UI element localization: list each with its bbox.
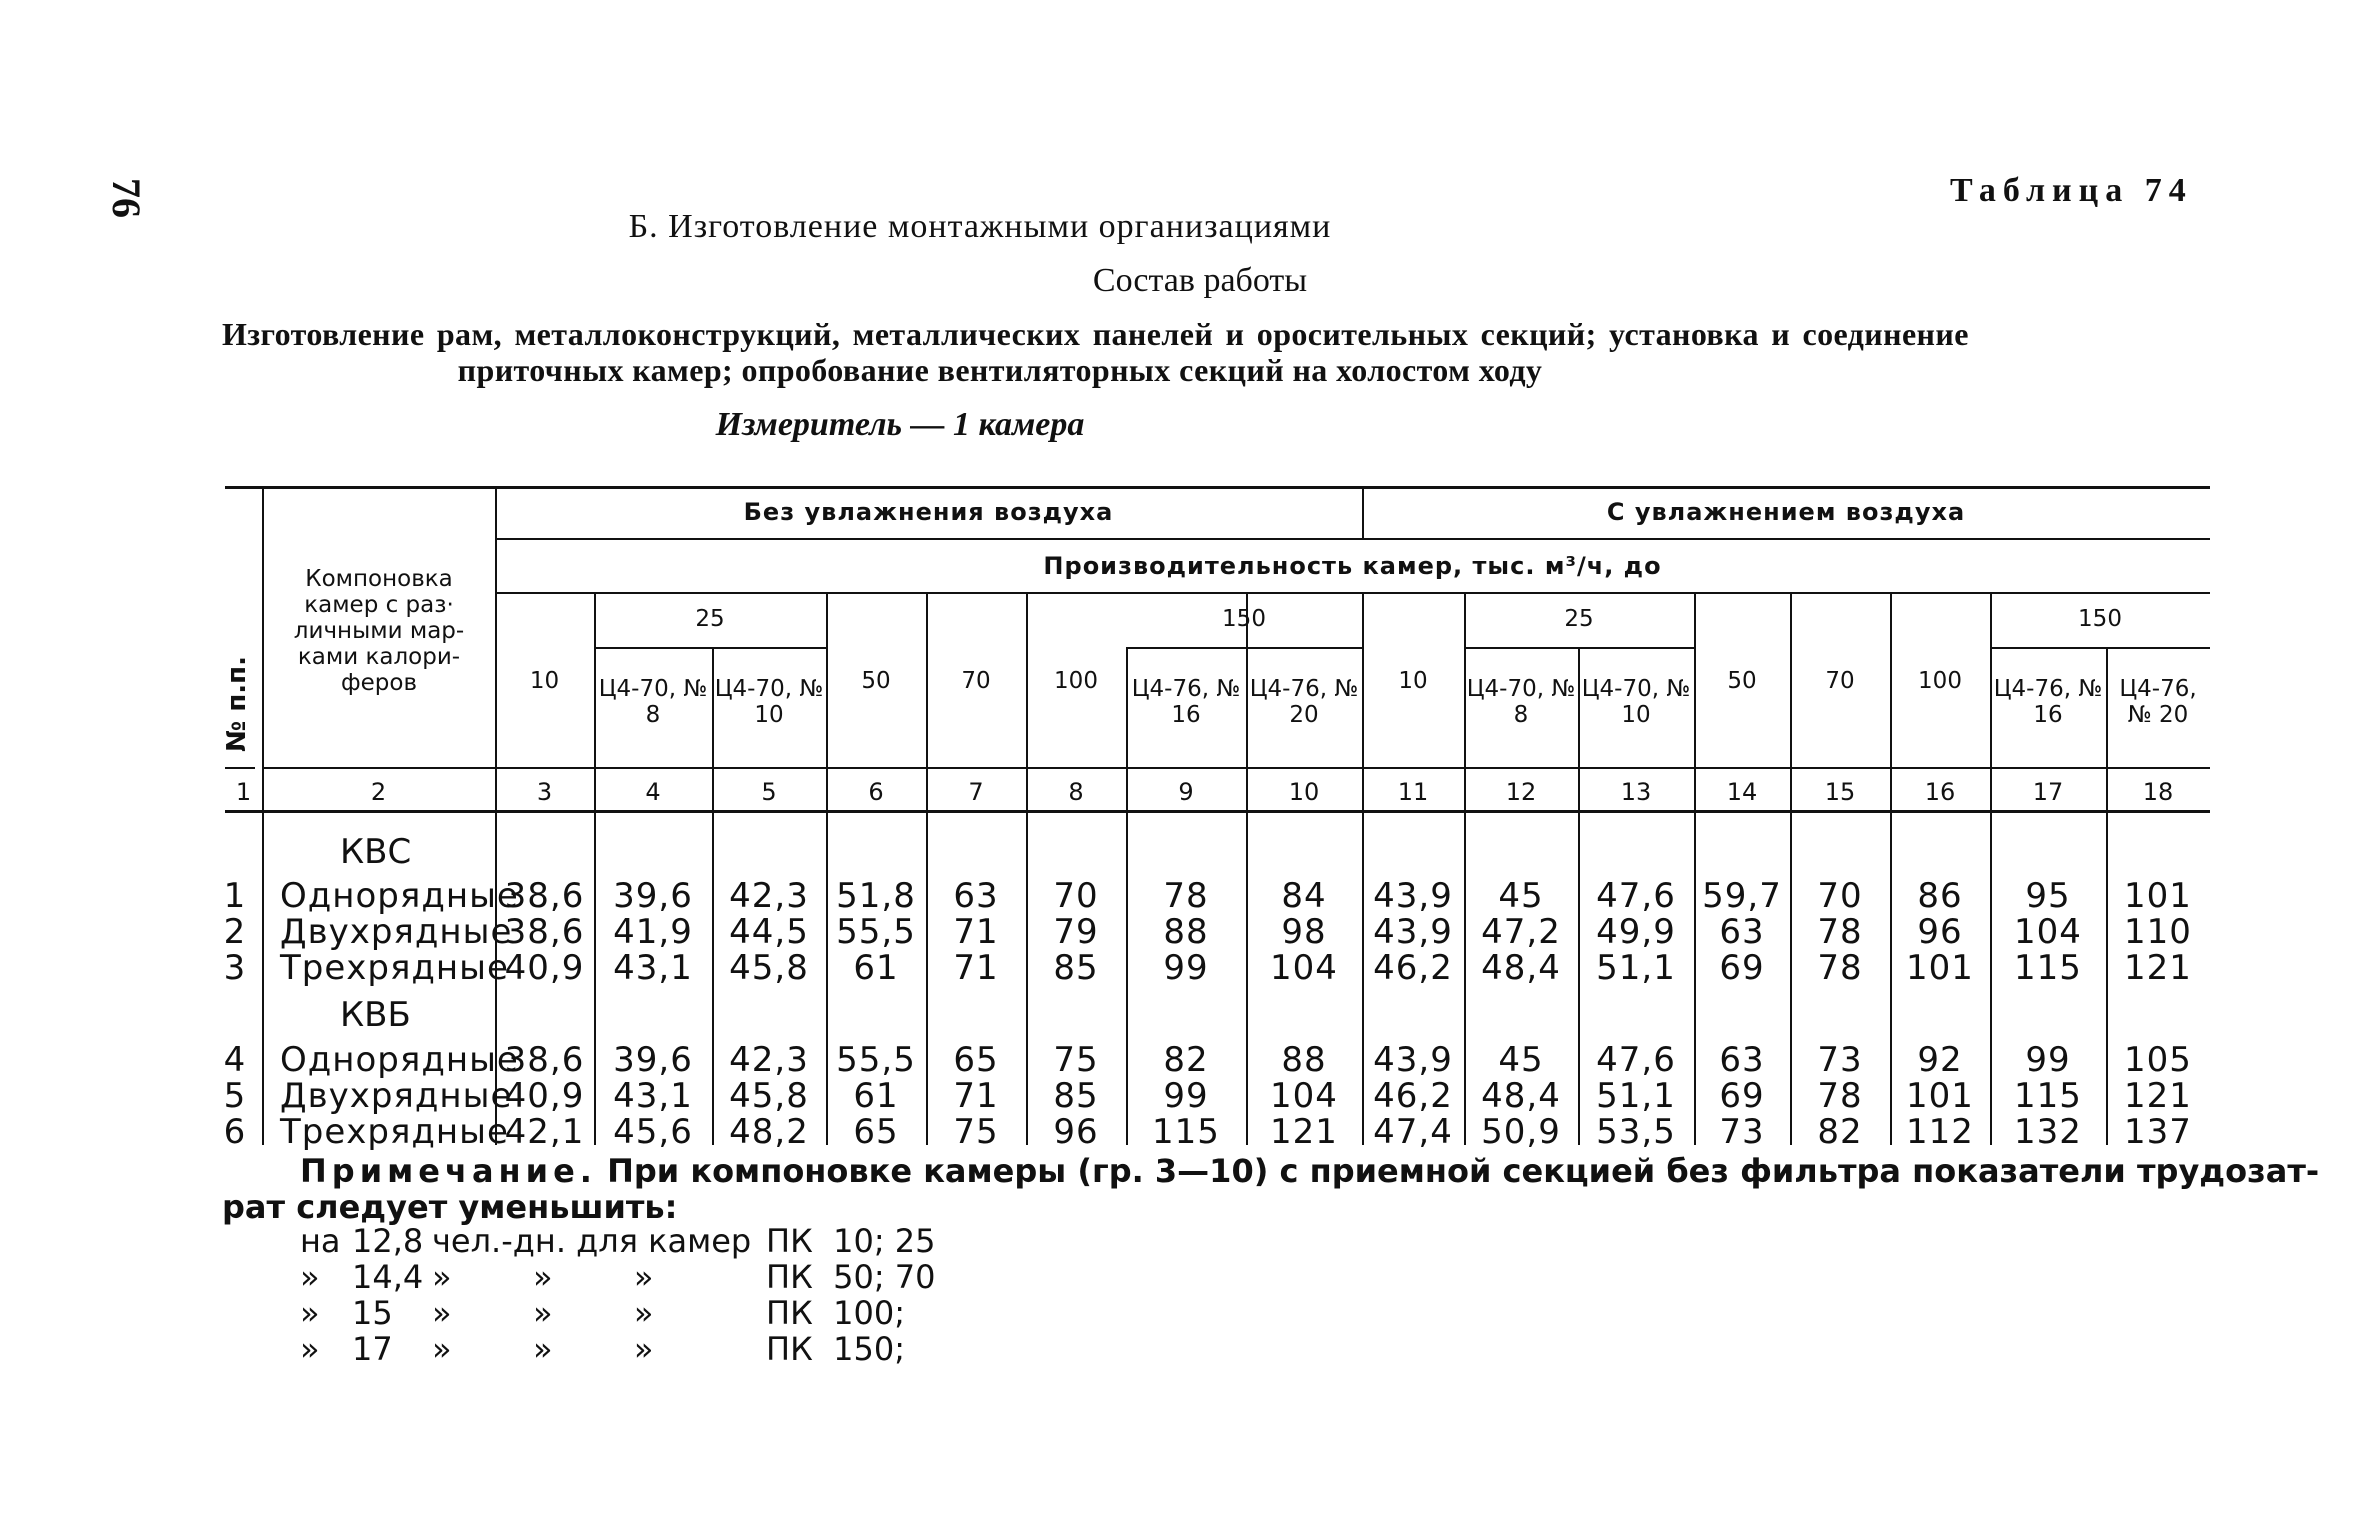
table-cell-col-5: 44,5 (729, 912, 809, 952)
column-number-13: 13 (1620, 778, 1652, 806)
table-cell-col-5: 48,2 (729, 1112, 809, 1152)
table-cell-col-7: 63 (953, 876, 999, 916)
table-cell-col-12: 48,4 (1481, 1076, 1561, 1116)
section-title: Б. Изготовление монтажными организациями (628, 208, 1332, 245)
table-cell-col-10: 84 (1281, 876, 1327, 916)
table-top-rule (225, 486, 2210, 489)
note-item-target: ПК 100; (766, 1294, 905, 1332)
cap-header-col-4: Ц4-70, № 8 (598, 676, 708, 728)
table-cell-col-18: 121 (2124, 948, 2192, 988)
work-description-line1: Изготовление рам, металлоконструкций, металлических панелей и оросительных секций; установка и соединение (222, 316, 1969, 352)
note-item-value: 17 (352, 1330, 393, 1368)
table-cell-col-6: 65 (853, 1112, 899, 1152)
row-number: 6 (223, 1112, 247, 1152)
table-cell-col-14: 63 (1719, 912, 1765, 952)
table-cell-col-15: 73 (1817, 1040, 1863, 1080)
table-cell-col-12: 48,4 (1481, 948, 1561, 988)
rule-under-colnums (225, 810, 2210, 813)
table-cell-col-16: 101 (1906, 948, 1974, 988)
row-name: Двухрядные (280, 912, 513, 952)
table-cell-col-16: 96 (1917, 912, 1963, 952)
table-cell-col-14: 63 (1719, 1040, 1765, 1080)
rule-under-groups (495, 538, 2210, 540)
note-item-mid: » » » (432, 1258, 654, 1296)
table-cell-col-18: 121 (2124, 1076, 2192, 1116)
row-name: Двухрядные (280, 1076, 513, 1116)
table-cell-col-7: 71 (953, 912, 999, 952)
group-name-КВБ: КВБ (340, 995, 411, 1035)
cap-header-col-5: Ц4-70, № 10 (714, 676, 824, 728)
note-line1 (300, 1152, 2319, 1190)
table-cell-col-9: 115 (1152, 1112, 1220, 1152)
table-cell-col-8: 85 (1053, 1076, 1099, 1116)
row-name: Однорядные (280, 1040, 519, 1080)
table-cell-col-6: 61 (853, 948, 899, 988)
column-number-10: 10 (1288, 778, 1320, 806)
table-cell-col-3: 38,6 (504, 912, 585, 952)
table-cell-col-15: 78 (1817, 948, 1863, 988)
cap-header-col-3: 10 (529, 668, 560, 694)
cap-header-col-11: 10 (1398, 668, 1428, 694)
table-number: Таблица 74 (1950, 172, 2193, 209)
table-cell-col-18: 137 (2124, 1112, 2192, 1152)
note-item-value: 12,8 (352, 1222, 424, 1260)
row-number: 2 (223, 912, 247, 952)
table-cell-col-5: 42,3 (729, 876, 809, 916)
table-cell-col-17: 132 (2014, 1112, 2082, 1152)
table-cell-col-13: 51,1 (1596, 1076, 1676, 1116)
rule-above-colnums (262, 767, 2210, 769)
row-number: 3 (223, 948, 247, 988)
cap-header-col-18: Ц4-76, № 20 (2119, 676, 2197, 728)
column-number-5: 5 (761, 778, 777, 806)
cap-header-col-15: 70 (1825, 668, 1855, 694)
row-name: Трехрядные (280, 1112, 509, 1152)
rule-under-capacity (495, 592, 2210, 594)
table-cell-col-8: 85 (1053, 948, 1099, 988)
column-number-16: 16 (1924, 778, 1956, 806)
table-cell-col-3: 40,9 (504, 1076, 585, 1116)
table-cell-col-18: 105 (2124, 1040, 2192, 1080)
layout-header-line: Компоновка (305, 566, 453, 592)
table-cell-col-7: 71 (953, 1076, 999, 1116)
table-cell-col-17: 115 (2014, 1076, 2082, 1116)
rule-under-150a (1126, 647, 1362, 649)
table-cell-col-12: 50,9 (1481, 1112, 1561, 1152)
table-cell-col-4: 45,6 (613, 1112, 693, 1152)
note-item-prefix: » (300, 1294, 320, 1332)
column-number-8: 8 (1068, 778, 1084, 806)
row-name: Однорядные (280, 876, 519, 916)
table-cell-col-9: 99 (1163, 948, 1209, 988)
table-cell-col-7: 65 (953, 1040, 999, 1080)
note-item-prefix: » (300, 1258, 320, 1296)
column-number-3: 3 (536, 778, 553, 806)
group-no-humid: Без увлажнения воздуха (743, 498, 1114, 526)
table-cell-col-18: 110 (2124, 912, 2192, 952)
group-name-КВС: КВС (340, 832, 412, 872)
note-item-target: ПК 50; 70 (766, 1258, 936, 1296)
table-cell-col-4: 39,6 (613, 1040, 693, 1080)
table-cell-col-13: 51,1 (1596, 948, 1676, 988)
column-number-4: 4 (645, 778, 661, 806)
table-cell-col-9: 78 (1163, 876, 1209, 916)
table-cell-col-16: 86 (1917, 876, 1963, 916)
table-cell-col-11: 46,2 (1373, 1076, 1453, 1116)
layout-header-line: ками калори- (297, 644, 461, 670)
sub-150-a: 150 (1222, 606, 1266, 632)
note-line2: рат следует уменьшить: (222, 1188, 678, 1226)
table-cell-col-4: 39,6 (613, 876, 693, 916)
row-name: Трехрядные (280, 948, 509, 988)
vrule-after-rownum (262, 486, 264, 1145)
layout-header-line: личными мар- (293, 618, 465, 644)
table-cell-col-15: 78 (1817, 912, 1863, 952)
cap-header-col-14: 50 (1727, 668, 1757, 694)
table-cell-col-4: 43,1 (613, 948, 693, 988)
note-item-target: ПК 10; 25 (766, 1222, 936, 1260)
group-humid: С увлажнением воздуха (1606, 498, 1966, 526)
capacity-header: Производительность камер, тыс. м³/ч, до (1043, 552, 1662, 580)
table-cell-col-6: 55,5 (836, 912, 916, 952)
table-cell-col-3: 38,6 (504, 876, 585, 916)
column-number-18: 18 (2142, 778, 2174, 806)
table-cell-col-4: 43,1 (613, 1076, 693, 1116)
column-number-9: 9 (1178, 778, 1194, 806)
column-number-7: 7 (968, 778, 984, 806)
table-cell-col-9: 88 (1163, 912, 1209, 952)
note-item-mid: чел.-дн. для камер (432, 1222, 752, 1260)
table-cell-col-13: 47,6 (1596, 1040, 1676, 1080)
table-cell-col-7: 71 (953, 948, 999, 988)
note-item-prefix: на (300, 1222, 341, 1260)
table-cell-col-8: 75 (1053, 1040, 1099, 1080)
cap-header-col-8: 100 (1054, 668, 1098, 694)
cap-header-col-17: Ц4-76, № 16 (1993, 676, 2103, 728)
note-item-mid: » » » (432, 1330, 654, 1368)
table-cell-col-13: 47,6 (1596, 876, 1676, 916)
note-item-prefix: » (300, 1330, 320, 1368)
table-cell-col-15: 70 (1817, 876, 1863, 916)
table-cell-col-7: 75 (953, 1112, 999, 1152)
sub-25-b: 25 (1564, 606, 1594, 632)
cap-header-col-12: Ц4-70, № 8 (1466, 676, 1576, 728)
column-number-6: 6 (868, 778, 884, 806)
column-number-17: 17 (2032, 778, 2064, 806)
rownum-header: № п.п. (222, 655, 252, 752)
cap-header-col-6: 50 (861, 668, 891, 694)
table-cell-col-8: 79 (1053, 912, 1099, 952)
note-item-mid: » » » (432, 1294, 654, 1332)
row-number: 5 (223, 1076, 247, 1116)
table-cell-col-3: 40,9 (504, 948, 585, 988)
note-item-value: 15 (352, 1294, 393, 1332)
sub-25-a: 25 (695, 606, 725, 632)
measure-unit: Измеритель — 1 камера (715, 406, 1085, 443)
table-cell-col-3: 42,1 (504, 1112, 585, 1152)
work-description-line2: приточных камер; опробование вентиляторных секций на холостом ходу (457, 352, 1543, 388)
page-number: 76 (104, 178, 149, 218)
note-item-value: 14,4 (352, 1258, 424, 1296)
note-text-line1: При компоновке камеры (гр. 3—10) с приемной секцией без фильтра показатели трудозат- (607, 1152, 2320, 1190)
table-cell-col-12: 47,2 (1481, 912, 1561, 952)
table-cell-col-16: 112 (1906, 1112, 1974, 1152)
table-cell-col-17: 95 (2025, 876, 2071, 916)
cap-header-col-13: Ц4-70, № 10 (1581, 676, 1691, 728)
table-cell-col-17: 104 (2014, 912, 2082, 952)
table-cell-col-8: 96 (1053, 1112, 1099, 1152)
table-cell-col-10: 88 (1281, 1040, 1327, 1080)
row-number: 1 (223, 876, 247, 916)
table-cell-col-6: 61 (853, 1076, 899, 1116)
table-cell-col-12: 45 (1498, 876, 1544, 916)
table-cell-col-17: 115 (2014, 948, 2082, 988)
table-cell-col-14: 73 (1719, 1112, 1765, 1152)
table-cell-col-5: 45,8 (729, 948, 809, 988)
rule-under-150b (1990, 647, 2210, 649)
table-cell-col-15: 78 (1817, 1076, 1863, 1116)
table-cell-col-13: 53,5 (1596, 1112, 1676, 1152)
table-cell-col-9: 99 (1163, 1076, 1209, 1116)
layout-header-line: камер с раз· (304, 592, 454, 618)
column-number-12: 12 (1505, 778, 1537, 806)
column-number-14: 14 (1726, 778, 1758, 806)
cap-header-col-9: Ц4-76, № 16 (1131, 676, 1241, 728)
table-cell-col-10: 104 (1270, 1076, 1338, 1116)
table-cell-col-12: 45 (1498, 1040, 1544, 1080)
layout-header-line: феров (340, 670, 418, 696)
table-cell-col-5: 42,3 (729, 1040, 809, 1080)
table-cell-col-10: 121 (1270, 1112, 1338, 1152)
note-label: Примечание. (300, 1152, 597, 1190)
table-cell-col-5: 45,8 (729, 1076, 809, 1116)
table-cell-col-16: 92 (1917, 1040, 1963, 1080)
layout-header (268, 566, 490, 696)
table-cell-col-9: 82 (1163, 1040, 1209, 1080)
table-cell-col-15: 82 (1817, 1112, 1863, 1152)
column-number-15: 15 (1824, 778, 1856, 806)
column-number-11: 11 (1397, 778, 1429, 806)
table-cell-col-10: 98 (1281, 912, 1327, 952)
note-item-target: ПК 150; (766, 1330, 905, 1368)
sub-150-b: 150 (2078, 606, 2122, 632)
table-cell-col-8: 70 (1053, 876, 1099, 916)
table-cell-col-6: 55,5 (836, 1040, 916, 1080)
work-composition-title: Состав работы (1092, 262, 1308, 299)
column-number-1: 1 (235, 778, 252, 806)
cap-header-col-10: Ц4-76, № 20 (1249, 676, 1359, 728)
rule-above-colnums-left (225, 767, 255, 769)
table-cell-col-11: 43,9 (1373, 876, 1453, 916)
table-cell-col-16: 101 (1906, 1076, 1974, 1116)
table-cell-col-11: 46,2 (1373, 948, 1453, 988)
column-number-2: 2 (370, 778, 387, 806)
table-cell-col-14: 69 (1719, 948, 1765, 988)
table-cell-col-11: 43,9 (1373, 1040, 1453, 1080)
table-cell-col-14: 59,7 (1702, 876, 1782, 916)
table-cell-col-3: 38,6 (504, 1040, 585, 1080)
cap-header-col-16: 100 (1918, 668, 1962, 694)
table-cell-col-13: 49,9 (1596, 912, 1676, 952)
table-cell-col-14: 69 (1719, 1076, 1765, 1116)
cap-header-col-7: 70 (961, 668, 991, 694)
table-cell-col-11: 47,4 (1373, 1112, 1453, 1152)
table-cell-col-4: 41,9 (613, 912, 693, 952)
rule-under-25a (594, 647, 826, 649)
table-cell-col-17: 99 (2025, 1040, 2071, 1080)
table-cell-col-11: 43,9 (1373, 912, 1453, 952)
table-cell-col-10: 104 (1270, 948, 1338, 988)
row-number: 4 (223, 1040, 247, 1080)
table-cell-col-6: 51,8 (836, 876, 916, 916)
table-cell-col-18: 101 (2124, 876, 2192, 916)
